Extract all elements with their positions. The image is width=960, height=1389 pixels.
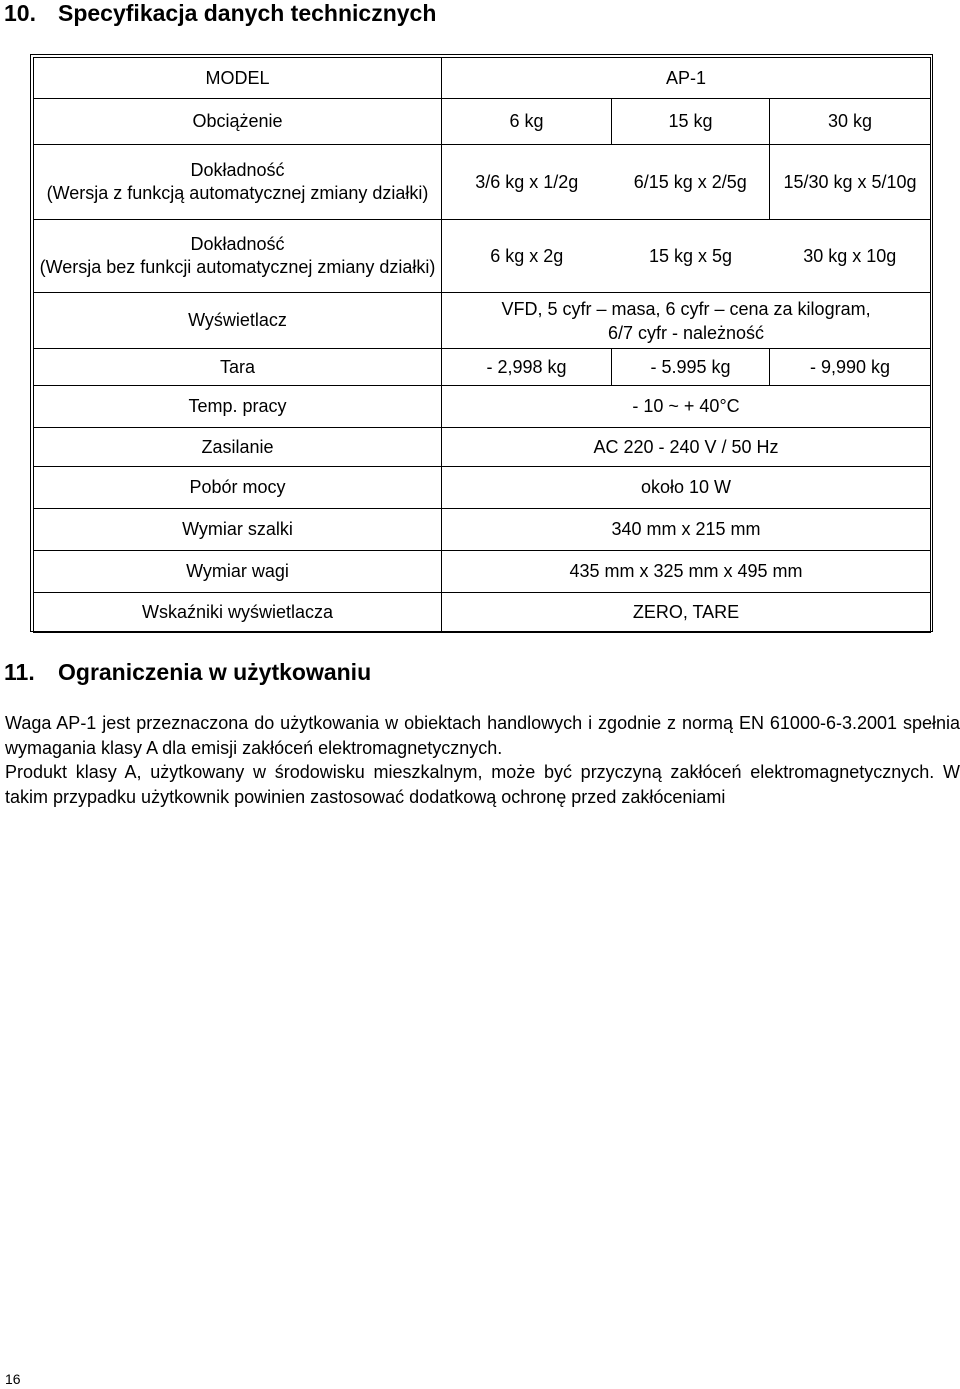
temp-value: - 10 ~ + 40°C	[442, 386, 931, 428]
section-11-heading	[4, 659, 371, 685]
spec-table	[33, 57, 931, 633]
section-10-title: Specyfikacja danych technicznych	[58, 0, 437, 26]
power-supply-value: AC 220 - 240 V / 50 Hz	[442, 428, 931, 467]
accuracy-auto-value-3: 15/30 kg x 5/10g	[770, 145, 931, 220]
load-value-1: 6 kg	[442, 99, 612, 145]
accuracy-manual-value-1: 6 kg x 2g	[442, 220, 612, 293]
table-row-model	[34, 58, 931, 99]
section-10-number: 10.	[4, 0, 36, 26]
paragraph-interference-warning: Produkt klasy A, użytkowany w środowisku mieszkalnym, może być przyczyną zakłóceń elektromagnetycznych. W takim przypadku użytkownik powinien zastosować dodatkową ochronę przed zakłóceniami	[5, 762, 960, 807]
table-row-load	[34, 99, 931, 145]
load-value-3: 30 kg	[770, 99, 931, 145]
scale-size-label: Wymiar wagi	[34, 551, 442, 593]
indicators-label: Wskaźniki wyświetlacza	[34, 593, 442, 633]
temp-label: Temp. pracy	[34, 386, 442, 428]
table-row-pan-size	[34, 509, 931, 551]
table-row-scale-size	[34, 551, 931, 593]
tare-value-2: - 5.995 kg	[612, 349, 770, 386]
power-supply-label: Zasilanie	[34, 428, 442, 467]
accuracy-auto-label: Dokładność (Wersja z funkcją automatycznej zmiany działki)	[34, 145, 442, 220]
power-consumption-value: około 10 W	[442, 467, 931, 509]
section-11-title: Ograniczenia w użytkowaniu	[58, 659, 372, 685]
table-row-power-consumption	[34, 467, 931, 509]
indicators-value: ZERO, TARE	[442, 593, 931, 633]
tare-label: Tara	[34, 349, 442, 386]
table-row-tare	[34, 349, 931, 386]
pan-size-label: Wymiar szalki	[34, 509, 442, 551]
power-consumption-label: Pobór mocy	[34, 467, 442, 509]
table-row-temp	[34, 386, 931, 428]
table-row-indicators	[34, 593, 931, 633]
pan-size-value: 340 mm x 215 mm	[442, 509, 931, 551]
table-row-accuracy-manual	[34, 220, 931, 293]
tare-value-3: - 9,990 kg	[770, 349, 931, 386]
tare-value-1: - 2,998 kg	[442, 349, 612, 386]
accuracy-manual-value-3: 30 kg x 10g	[770, 220, 931, 293]
table-row-accuracy-auto	[34, 145, 931, 220]
accuracy-manual-value-2: 15 kg x 5g	[612, 220, 770, 293]
display-label: Wyświetlacz	[34, 293, 442, 349]
table-row-power-supply	[34, 428, 931, 467]
model-value: AP-1	[442, 58, 931, 99]
display-value: VFD, 5 cyfr – masa, 6 cyfr – cena za kilogram, 6/7 cyfr - należność	[442, 293, 931, 349]
table-row-display	[34, 293, 931, 349]
section-10-heading	[4, 0, 436, 26]
accuracy-auto-value-1: 3/6 kg x 1/2g	[442, 145, 612, 220]
accuracy-auto-value-2: 6/15 kg x 2/5g	[612, 145, 770, 220]
load-label: Obciążenie	[34, 99, 442, 145]
accuracy-manual-label: Dokładność (Wersja bez funkcji automatycznej zmiany działki)	[34, 220, 442, 293]
section-11-number: 11.	[4, 659, 35, 685]
load-value-2: 15 kg	[612, 99, 770, 145]
scale-size-value: 435 mm x 325 mm x 495 mm	[442, 551, 931, 593]
paragraph-usage-class: Waga AP-1 jest przeznaczona do użytkowania w obiektach handlowych i zgodnie z normą EN 61000-6-3.2001 spełnia wymagania klasy A dla emisji zakłóceń elektromagnetycznych.	[5, 713, 960, 758]
page-number: 16	[5, 1371, 21, 1387]
model-label: MODEL	[34, 58, 442, 99]
